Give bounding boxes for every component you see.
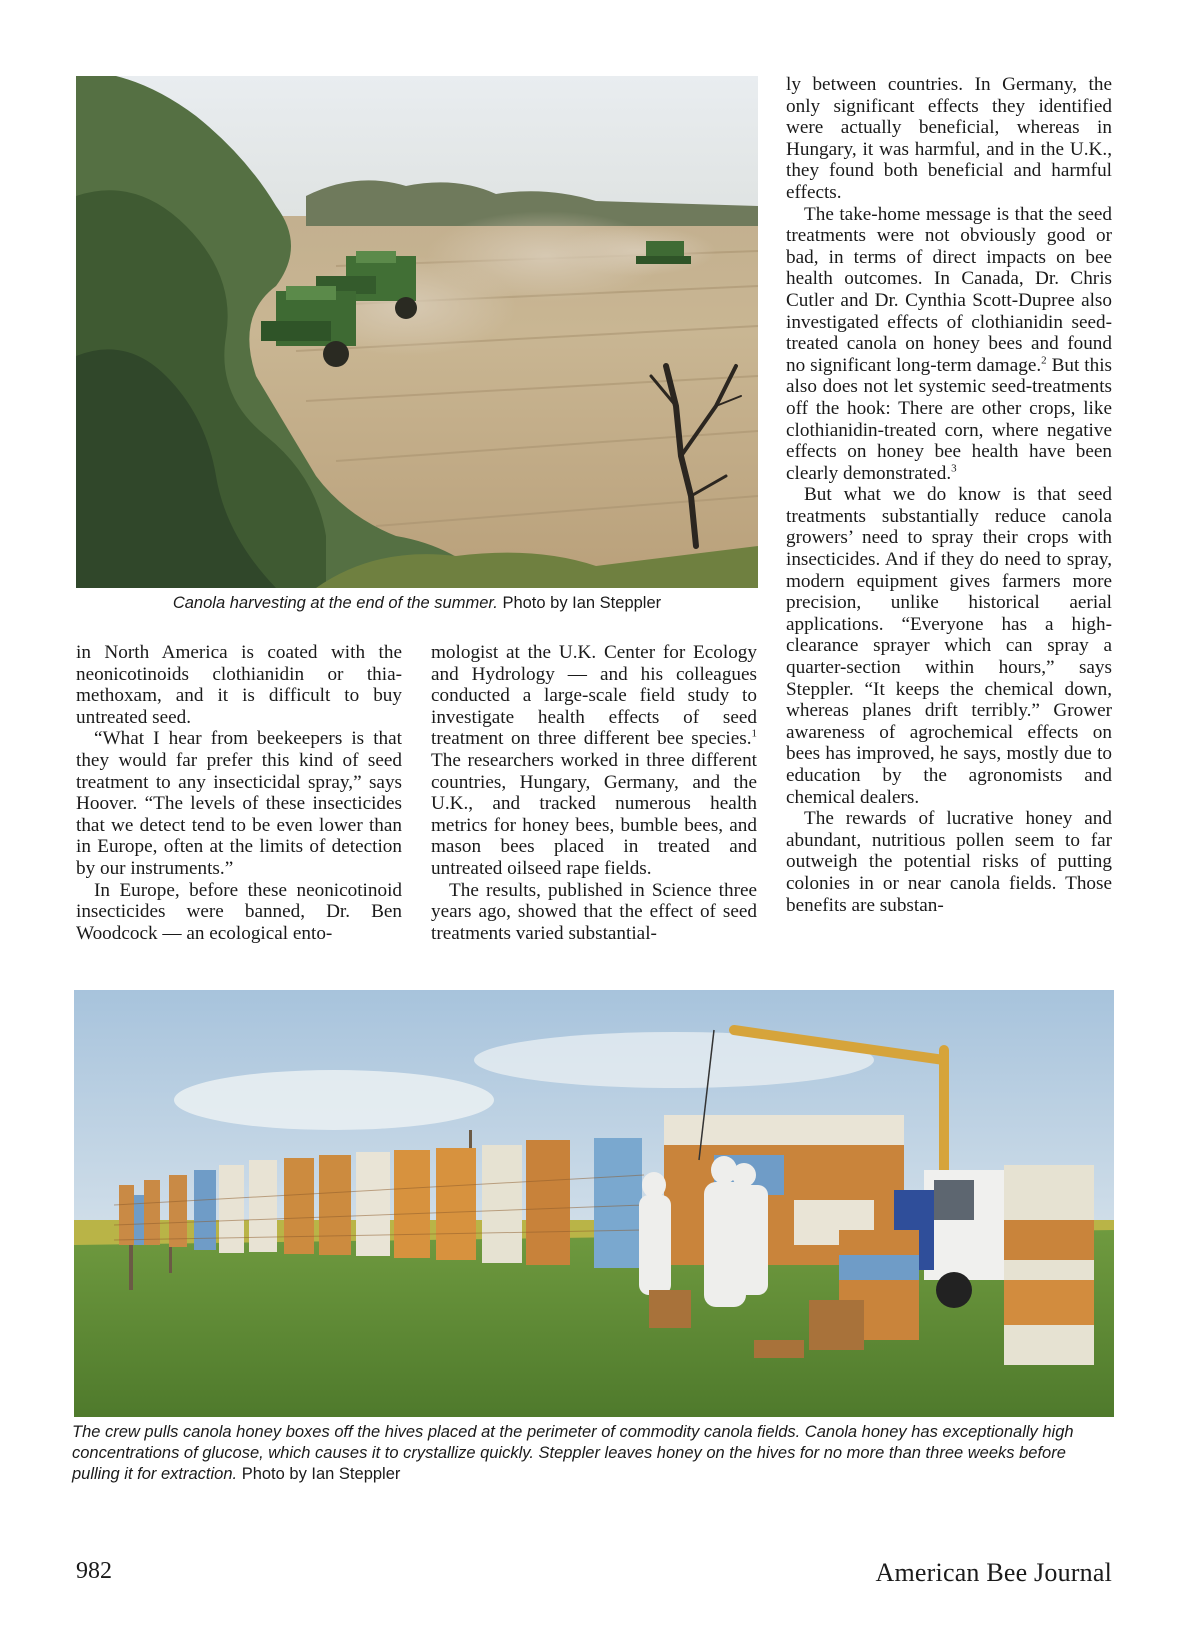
caption-text: The crew pulls canola honey boxes off the hives placed at the perimeter of commodity canola fields. Canola honey has exceptionally high concentrations of glucose, which causes it to crystallize quickly. Steppler leaves honey on the hives for no more than three weeks before pulling it for extraction. <box>72 1423 1074 1483</box>
article-column-3 <box>786 74 1112 916</box>
article-column-2 <box>431 642 757 944</box>
photo-canola-harvest <box>76 76 758 588</box>
paragraph: in North America is coated with the neonicotinoids clothianidin or thiamethoxam, and it is difficult to buy untreated seed. <box>76 642 402 728</box>
footnote-ref: 1 <box>751 727 757 740</box>
paragraph: ly between countries. In Germany, the only significant effects they identified were actually beneficial, whereas in Hungary, it was harmful, and in the U.K., they found both beneficial and harmful effects. <box>786 74 1112 203</box>
page-number: 982 <box>76 1558 112 1584</box>
paragraph: “What I hear from beekeepers is that they would far prefer this kind of seed treatment to any insecticidal spray,” says Hoover. “The levels of these insecticides that we detect tend to be even lower than in Europe, often at the limits of detection by our instruments.” <box>76 728 402 879</box>
footnote-ref: 2 <box>1041 354 1047 367</box>
photo-caption-top <box>76 593 758 614</box>
caption-text: Canola harvesting at the end of the summer. <box>172 594 498 612</box>
photo-beehives <box>74 990 1114 1417</box>
paragraph: The results, published in Science three years ago, showed that the effect of seed treatments varied substantial- <box>431 879 757 944</box>
article-column-1 <box>76 642 402 944</box>
paragraph: In Europe, before these neonicotinoid insecticides were banned, Dr. Ben Woodcock — an ecological ento- <box>76 879 402 944</box>
paragraph: The take-home message is that the seed treatments were not obviously good or bad, in terms of direct impacts on bee health outcomes. In Canada, Dr. Chris Cutler and Dr. Cynthia Scott-Dupree also investigated effects of clothianidin seed-treated canola on honey bees and found no significant long-term damage.$^2$ But this also does not let systemic seed-treatments off the hook: There are other crops, like clothianidin-treated corn, where negative effects on honey bee health have been clearly demonstrated.$^3$ <box>786 203 1112 484</box>
photo-caption-bottom <box>72 1422 1114 1485</box>
paragraph: mologist at the U.K. Center for Ecology and Hydrology — and his colleagues conducted a large-scale field study to investigate health effects of seed treatment on three different bee species.$^1$ The researchers worked in three different countries, Hungary, Germany, and the U.K., and tracked numerous health metrics for honey bees, bumble bees, and mason bees placed in treated and untreated oilseed rape fields. <box>431 642 757 879</box>
paragraph: But what we do know is that seed treatments substantially reduce canola growers’ need to spray their crops with insecticides. And if they do need to spray, modern equipment gives farmers more precision, unlike historical aerial applications. “Everyone has a high-clearance sprayer which can spray a quarter-section within hours,” says Steppler. “It keeps the chemical down, whereas planes drift terribly.” Grower awareness of agrochemical effects on bees has improved, he says, mostly due to education by the agronomists and chemical dealers. <box>786 484 1112 808</box>
paragraph: The rewards of lucrative honey and abundant, nutritious pollen seem to far outweigh the potential risks of putting colonies in or near canola fields. Those benefits are substan- <box>786 808 1112 916</box>
footnote-ref: 3 <box>951 462 957 475</box>
photo-credit: Photo by Ian Steppler <box>241 1465 401 1483</box>
journal-name: American Bee Journal <box>875 1558 1112 1587</box>
photo-credit: Photo by Ian Steppler <box>502 594 662 612</box>
